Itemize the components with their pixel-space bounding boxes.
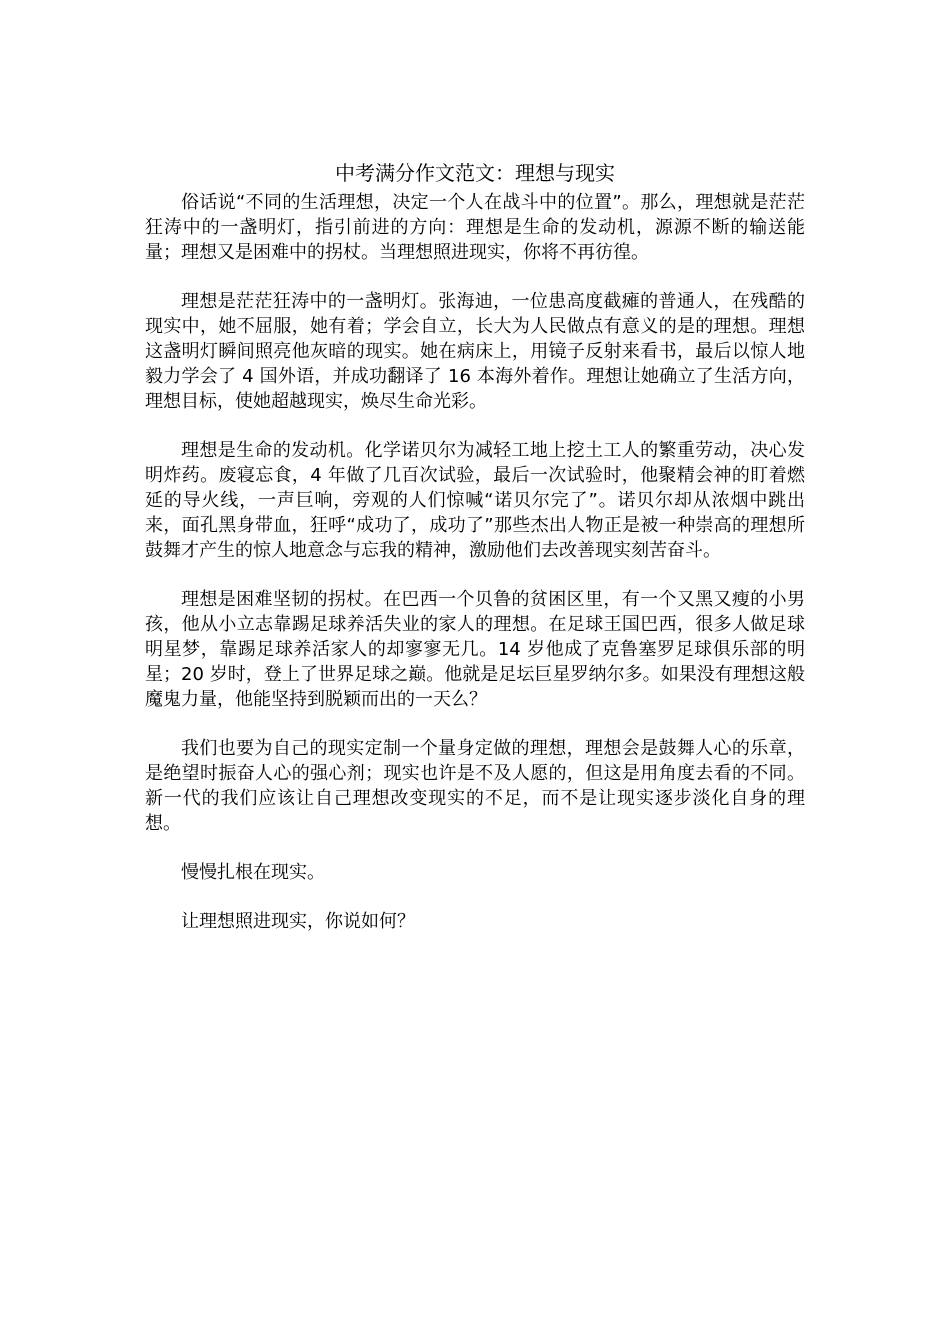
paragraph-engine: 理想是生命的发动机。化学诺贝尔为减轻工地上挖土工人的繁重劳动，决心发明炸药。废寝忘食，4 年做了几百次试验，最后一次试验时，他聚精会神的盯着燃延的导火线，一声巨响，旁观的人们惊喊“诺贝尔完了”。诺贝尔却从浓烟中跳出来，面孔黑身带血，狂呼“成功了，成功了”那些杰出人物正是被一种崇高的理想所鼓舞才产生的惊人地意念与忘我的精神，激励他们去改善现实刻苦奋斗。 bbox=[145, 440, 805, 561]
paragraph-conclusion: 我们也要为自己的现实定制一个量身定做的理想，理想会是鼓舞人心的乐章，是绝望时振奋人心的强心剂；现实也许是不及人愿的，但这是用角度去看的不同。新一代的我们应该让自己理想改变现实的不足，而不是让现实逐步淡化自身的理想。 bbox=[145, 738, 805, 834]
document-title: 中考满分作文范文：理想与现实 bbox=[335, 161, 615, 185]
paragraph-crutch: 理想是困难坚韧的拐杖。在巴西一个贝鲁的贫困区里，有一个又黑又瘦的小男孩，他从小立志靠踢足球养活失业的家人的理想。在足球王国巴西，很多人做足球明星梦，靠踢足球养活家人的却寥寥无几。14 岁他成了克鲁塞罗足球俱乐部的明星；20 岁时，登上了世界足球之巅。他就是足坛巨星罗纳尔多。如果没有理想这般魔鬼力量，他能坚持到脱颖而出的一天么？ bbox=[145, 589, 805, 710]
paragraph-intro: 俗话说“不同的生活理想，决定一个人在战斗中的位置”。那么，理想就是茫茫狂涛中的一盏明灯，指引前进的方向：理想是生命的发动机，源源不断的输送能量；理想又是困难中的拐杖。当理想照进现实，你将不再彷徨。 bbox=[145, 192, 805, 263]
paragraph-beacon: 理想是茫茫狂涛中的一盏明灯。张海迪，一位患高度截瘫的普通人，在残酷的现实中，她不屈服，她有着；学会自立，长大为人民做点有意义的是的理想。理想这盏明灯瞬间照亮他灰暗的现实。她在病床上，用镜子反射来看书，最后以惊人地毅力学会了 4 国外语，并成功翻译了 16 本海外着作。理想让她确立了生活方向，理想目标，使她超越现实，焕尽生命光彩。 bbox=[145, 291, 805, 412]
document-page bbox=[145, 158, 805, 958]
paragraph-root: 慢慢扎根在现实。 bbox=[181, 862, 325, 883]
paragraph-closing: 让理想照进现实，你说如何？ bbox=[181, 911, 415, 932]
